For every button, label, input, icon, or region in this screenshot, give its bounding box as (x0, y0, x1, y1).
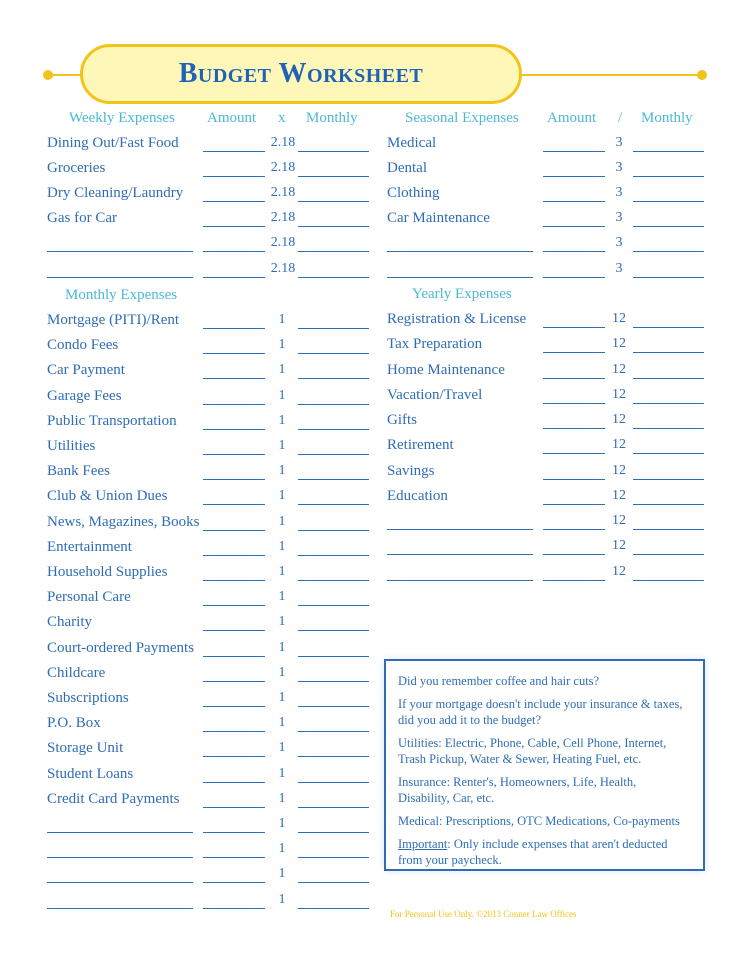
monthly-row (47, 665, 377, 690)
tip-utilities: Utilities: Electric, Phone, Cable, Cell Phone, Internet, Trash Pickup, Water & Sewer, Heating Fuel, etc. (398, 736, 667, 766)
monthly-field[interactable] (633, 327, 704, 328)
amount-field[interactable] (543, 479, 605, 480)
monthly-row (47, 640, 377, 665)
monthly-field[interactable] (298, 328, 369, 329)
multiplier: 1 (278, 765, 286, 781)
monthly-field[interactable] (298, 882, 369, 883)
amount-field[interactable] (203, 251, 265, 252)
expense-label: Credit Card Payments (47, 790, 180, 807)
expense-label: Dining Out/Fast Food (47, 135, 179, 151)
expense-label: Car Payment (47, 362, 125, 379)
amount-field[interactable] (203, 404, 265, 405)
weekly-amount-header: Amount (207, 110, 257, 126)
yearly-row (387, 362, 717, 387)
monthly-field[interactable] (298, 530, 369, 531)
monthly-field[interactable] (298, 226, 369, 227)
custom-expense-field[interactable] (47, 908, 193, 909)
expense-label: Education (387, 487, 448, 504)
seasonal-header: Seasonal Expenses (405, 110, 519, 126)
expense-label: Vacation/Travel (387, 386, 483, 403)
weekly-row (47, 210, 377, 235)
custom-expense-field[interactable] (47, 832, 193, 833)
tip-coffee: Did you remember coffee and hair cuts? (398, 674, 600, 688)
multiplier: 1 (278, 387, 286, 403)
expense-label: Retirement (387, 437, 454, 454)
yearly-row (387, 387, 717, 412)
amount-field[interactable] (203, 328, 265, 329)
expense-label: Tax Preparation (387, 336, 483, 353)
multiplier: 2.18 (270, 235, 296, 251)
monthly-row (47, 892, 377, 917)
monthly-field[interactable] (298, 479, 369, 480)
monthly-row (47, 740, 377, 765)
expense-label: Dental (387, 160, 427, 177)
monthly-row (47, 388, 377, 413)
tip-mortgage: If your mortgage doesn't include your insurance & taxes, did you add it to the budget? (398, 697, 683, 727)
multiplier: 1 (278, 715, 286, 731)
amount-field[interactable] (203, 782, 265, 783)
monthly-field[interactable] (298, 731, 369, 732)
yearly-row (387, 538, 717, 563)
multiplier: 12 (612, 336, 626, 352)
monthly-field[interactable] (298, 706, 369, 707)
monthly-field[interactable] (298, 857, 369, 858)
custom-expense-field[interactable] (387, 580, 533, 581)
multiplier: 1 (278, 538, 286, 554)
multiplier: 12 (612, 538, 626, 554)
multiplier: 12 (612, 386, 626, 402)
amount-field[interactable] (203, 353, 265, 354)
multiplier: 1 (278, 312, 286, 327)
multiplier: 2.18 (270, 260, 296, 276)
monthly-field[interactable] (633, 554, 704, 555)
multiplier: 12 (612, 412, 626, 427)
expense-label: Student Loans (47, 765, 134, 782)
monthly-field[interactable] (298, 151, 369, 152)
yearly-row (387, 513, 717, 538)
custom-expense-field[interactable] (47, 857, 193, 858)
amount-field[interactable] (203, 630, 265, 631)
amount-field[interactable] (203, 530, 265, 531)
monthly-field[interactable] (633, 378, 704, 379)
seasonal-row (387, 135, 717, 160)
amount-field[interactable] (203, 807, 265, 808)
yearly-row (387, 564, 717, 589)
monthly-row (47, 337, 377, 362)
monthly-field[interactable] (298, 555, 369, 556)
monthly-field[interactable] (298, 807, 369, 808)
expense-label: Childcare (47, 664, 106, 681)
banner-dot-right (697, 70, 707, 80)
expense-label: Court-ordered Payments (47, 639, 195, 656)
amount-field[interactable] (543, 428, 605, 429)
monthly-row (47, 690, 377, 715)
multiplier: 3 (615, 135, 623, 150)
multiplier: 3 (615, 185, 623, 201)
multiplier: 12 (612, 513, 626, 528)
seasonal-row (387, 185, 717, 210)
multiplier: 1 (278, 463, 286, 479)
monthly-row (47, 614, 377, 639)
expense-label: Car Maintenance (387, 210, 490, 227)
custom-expense-field[interactable] (387, 554, 533, 555)
amount-field[interactable] (543, 529, 605, 530)
yearly-row (387, 437, 717, 462)
monthly-row (47, 362, 377, 387)
amount-field[interactable] (203, 681, 265, 682)
monthly-field[interactable] (633, 277, 704, 278)
yearly-row (387, 412, 717, 437)
expense-label: Club & Union Dues (47, 488, 168, 505)
monthly-row (47, 866, 377, 891)
multiplier: 12 (612, 311, 626, 326)
amount-field[interactable] (543, 176, 605, 177)
amount-field[interactable] (203, 857, 265, 858)
multiplier: 1 (278, 664, 286, 680)
amount-field[interactable] (203, 277, 265, 278)
monthly-field[interactable] (298, 756, 369, 757)
weekly-monthly-header: Monthly (306, 110, 358, 126)
seasonal-row (387, 210, 717, 235)
custom-expense-field[interactable] (387, 529, 533, 530)
multiplier: 3 (615, 260, 623, 276)
amount-field[interactable] (203, 882, 265, 883)
amount-field[interactable] (203, 756, 265, 757)
important-text: : Only include expenses that aren't deducted from your paycheck. (398, 837, 668, 867)
expense-label: Entertainment (47, 538, 132, 555)
monthly-row (47, 514, 377, 539)
multiplier: 12 (612, 487, 626, 503)
expense-label: Public Transportation (47, 412, 177, 429)
amount-field[interactable] (543, 554, 605, 555)
multiplier: 1 (278, 816, 286, 831)
expense-label: Personal Care (47, 589, 131, 606)
multiplier: 1 (278, 412, 286, 428)
monthly-field[interactable] (298, 429, 369, 430)
multiplier: 1 (278, 488, 286, 504)
page-title: Budget Worksheet (178, 58, 424, 89)
amount-field[interactable] (203, 656, 265, 657)
expense-label: Home Maintenance (387, 361, 505, 378)
amount-field[interactable] (203, 731, 265, 732)
monthly-field[interactable] (633, 453, 704, 454)
multiplier: 1 (278, 790, 286, 806)
expense-label: Savings (387, 462, 435, 479)
expense-label: Garage Fees (47, 387, 122, 404)
multiplier: 1 (278, 891, 286, 907)
yearly-row (387, 488, 717, 513)
yearly-header: Yearly Expenses (412, 286, 512, 302)
monthly-row (47, 488, 377, 513)
amount-field[interactable] (543, 201, 605, 202)
expense-label: Charity (47, 614, 92, 631)
expense-label: Gifts (387, 412, 417, 428)
amount-field[interactable] (203, 176, 265, 177)
monthly-row (47, 413, 377, 438)
multiplier: 1 (278, 337, 286, 353)
expense-label: Medical (387, 135, 437, 151)
multiplier: 3 (615, 160, 623, 176)
monthly-field[interactable] (298, 504, 369, 505)
custom-expense-field[interactable] (387, 251, 533, 252)
amount-field[interactable] (543, 226, 605, 227)
multiplier: 12 (612, 563, 626, 579)
amount-field[interactable] (203, 580, 265, 581)
monthly-field[interactable] (298, 908, 369, 909)
expense-label: Clothing (387, 185, 440, 202)
multiplier: 2.18 (270, 160, 296, 176)
multiplier: 1 (278, 690, 286, 705)
amount-field[interactable] (543, 580, 605, 581)
monthly-field[interactable] (298, 201, 369, 202)
monthly-field[interactable] (298, 277, 369, 278)
amount-field[interactable] (203, 201, 265, 202)
monthly-row (47, 791, 377, 816)
amount-field[interactable] (543, 277, 605, 278)
footer-copyright: For Personal Use Only. ©2013 Conner Law Offices (390, 909, 577, 919)
yearly-row (387, 311, 717, 336)
important-label: Important (398, 837, 448, 851)
expense-label: Utilities (47, 438, 96, 454)
seasonal-op: / (618, 110, 623, 126)
amount-field[interactable] (203, 555, 265, 556)
yearly-row (387, 336, 717, 361)
monthly-field[interactable] (298, 832, 369, 833)
multiplier: 1 (278, 589, 286, 605)
multiplier: 1 (278, 740, 286, 756)
amount-field[interactable] (543, 504, 605, 505)
monthly-row (47, 816, 377, 841)
amount-field[interactable] (543, 352, 605, 353)
custom-expense-field[interactable] (47, 882, 193, 883)
amount-field[interactable] (543, 403, 605, 404)
amount-field[interactable] (543, 378, 605, 379)
multiplier: 1 (278, 438, 286, 453)
monthly-field[interactable] (298, 353, 369, 354)
monthly-field[interactable] (633, 151, 704, 152)
monthly-field[interactable] (633, 176, 704, 177)
amount-field[interactable] (203, 151, 265, 152)
monthly-row (47, 766, 377, 791)
monthly-field[interactable] (633, 504, 704, 505)
multiplier: 1 (278, 564, 286, 579)
monthly-field[interactable] (298, 378, 369, 379)
weekly-row (47, 235, 377, 260)
monthly-field[interactable] (298, 176, 369, 177)
expense-label: Mortgage (PITI)/Rent (47, 312, 180, 328)
monthly-field[interactable] (633, 403, 704, 404)
expense-label: Dry Cleaning/Laundry (47, 185, 184, 202)
monthly-field[interactable] (633, 352, 704, 353)
custom-expense-field[interactable] (47, 277, 193, 278)
monthly-field[interactable] (298, 251, 369, 252)
monthly-field[interactable] (298, 454, 369, 455)
monthly-field[interactable] (298, 580, 369, 581)
banner-line-right (520, 74, 702, 76)
tip-insurance: Insurance: Renter's, Homeowners, Life, Health, Disability, Car, etc. (398, 775, 637, 805)
multiplier: 3 (615, 210, 623, 226)
monthly-field[interactable] (298, 656, 369, 657)
multiplier: 12 (612, 361, 626, 377)
amount-field[interactable] (543, 251, 605, 252)
amount-field[interactable] (203, 429, 265, 430)
amount-field[interactable] (203, 908, 265, 909)
expense-label: Bank Fees (47, 463, 110, 480)
seasonal-monthly-header: Monthly (641, 110, 693, 126)
weekly-row (47, 135, 377, 160)
multiplier: 3 (615, 235, 623, 251)
amount-field[interactable] (203, 454, 265, 455)
seasonal-row (387, 261, 717, 286)
multiplier: 2.18 (270, 135, 296, 150)
multiplier: 1 (278, 362, 286, 378)
multiplier: 12 (612, 462, 626, 478)
amount-field[interactable] (543, 151, 605, 152)
monthly-row (47, 589, 377, 614)
monthly-field[interactable] (298, 605, 369, 606)
monthly-row (47, 841, 377, 866)
monthly-row (47, 539, 377, 564)
multiplier: 2.18 (270, 210, 296, 226)
monthly-row (47, 564, 377, 589)
amount-field[interactable] (203, 706, 265, 707)
monthly-field[interactable] (298, 630, 369, 631)
multiplier: 1 (278, 614, 286, 630)
expense-label: Household Supplies (47, 564, 168, 580)
weekly-op: x (278, 110, 286, 126)
tips-box (384, 659, 705, 871)
banner-dot-left (43, 70, 53, 80)
expense-label: Gas for Car (47, 210, 117, 227)
multiplier: 2.18 (270, 185, 296, 201)
amount-field[interactable] (203, 479, 265, 480)
title-banner (80, 44, 522, 104)
custom-expense-field[interactable] (47, 251, 193, 252)
monthly-row (47, 312, 377, 337)
tip-medical: Medical: Prescriptions, OTC Medications, Co-payments (398, 814, 680, 828)
monthly-header: Monthly Expenses (65, 287, 178, 303)
seasonal-row (387, 235, 717, 260)
weekly-row (47, 160, 377, 185)
monthly-field[interactable] (633, 529, 704, 530)
monthly-field[interactable] (633, 479, 704, 480)
multiplier: 12 (612, 437, 626, 453)
yearly-row (387, 463, 717, 488)
monthly-field[interactable] (298, 681, 369, 682)
monthly-field[interactable] (298, 782, 369, 783)
monthly-field[interactable] (633, 251, 704, 252)
monthly-row (47, 715, 377, 740)
amount-field[interactable] (543, 327, 605, 328)
expense-label: Storage Unit (47, 740, 124, 757)
tip-important (398, 836, 691, 868)
expense-label: P.O. Box (47, 715, 101, 732)
monthly-field[interactable] (298, 404, 369, 405)
monthly-row (47, 438, 377, 463)
expense-label: Subscriptions (47, 690, 129, 706)
custom-expense-field[interactable] (387, 277, 533, 278)
amount-field[interactable] (203, 832, 265, 833)
expense-label: Condo Fees (47, 337, 119, 354)
multiplier: 1 (278, 866, 286, 882)
seasonal-row (387, 160, 717, 185)
monthly-field[interactable] (633, 580, 704, 581)
amount-field[interactable] (203, 226, 265, 227)
weekly-header: Weekly Expenses (69, 110, 175, 126)
expense-label: News, Magazines, Books (47, 513, 200, 530)
monthly-field[interactable] (633, 201, 704, 202)
amount-field[interactable] (203, 605, 265, 606)
banner-line-left (48, 74, 82, 76)
expense-label: Groceries (47, 160, 106, 177)
amount-field[interactable] (203, 504, 265, 505)
expense-label: Registration & License (387, 311, 527, 327)
weekly-row (47, 261, 377, 286)
seasonal-amount-header: Amount (547, 110, 597, 126)
amount-field[interactable] (203, 378, 265, 379)
monthly-field[interactable] (633, 428, 704, 429)
amount-field[interactable] (543, 453, 605, 454)
multiplier: 1 (278, 841, 286, 857)
multiplier: 1 (278, 639, 286, 655)
monthly-field[interactable] (633, 226, 704, 227)
multiplier: 1 (278, 513, 286, 529)
monthly-row (47, 463, 377, 488)
weekly-row (47, 185, 377, 210)
